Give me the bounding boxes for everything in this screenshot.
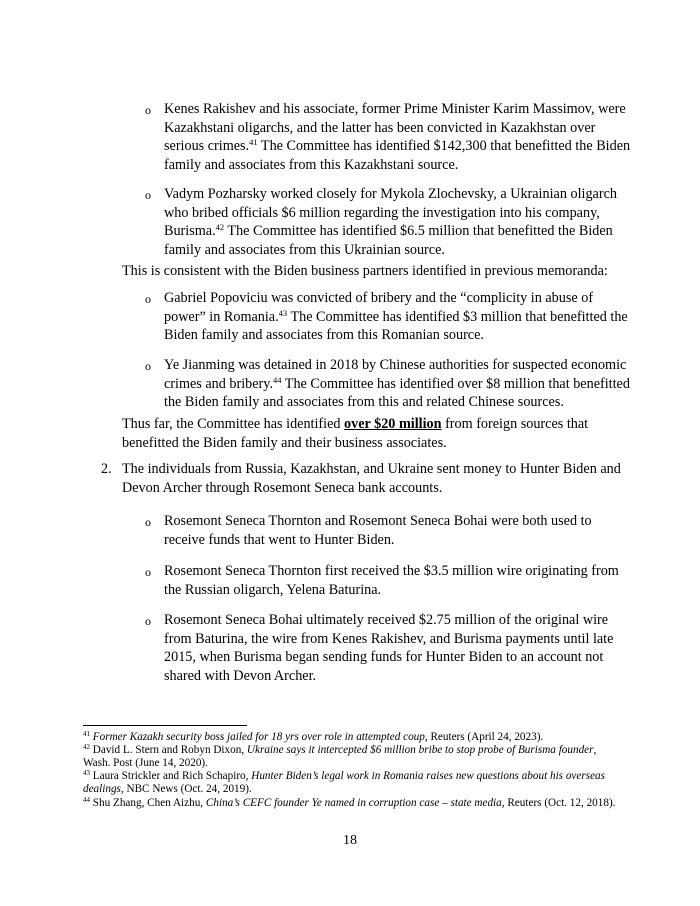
bullet-marker: o xyxy=(145,614,151,628)
bullet-rosemont-thornton: Rosemont Seneca Thornton first received the $3.5 million wire originating from the Russian oligarch, Yelena Baturina. xyxy=(164,563,619,598)
footnote-title: China’s CEFC founder Ye named in corruption case – state media xyxy=(205,797,502,809)
footnote-ref[interactable]: 42 xyxy=(215,222,225,233)
bullet-marker: o xyxy=(145,103,151,117)
numbered-item-text: The individuals from Russia, Kazakhstan, and Ukraine sent money to Hunter Biden and Devon Archer through Rosemont Seneca bank accounts. xyxy=(122,461,621,496)
bullet-marker: o xyxy=(145,565,151,579)
consistent-paragraph: This is consistent with the Biden business partners identified in previous memoranda: xyxy=(122,263,608,279)
bullet-gabriel-popoviciu: Gabriel Popoviciu was convicted of bribery and the “complicity in abuse of power” in Romania.$^{43}$ The Committee has identified $3 million that benefitted the Biden family and associates from this Romanian source. xyxy=(164,290,628,344)
bullet-rosemont-accounts: Rosemont Seneca Thornton and Rosemont Seneca Bohai were both used to receive funds that went to Hunter Biden. xyxy=(164,513,592,548)
thus-far-paragraph: Thus far, the Committee has identified over $20 million from foreign sources that benefitted the Biden family and their business associates. xyxy=(122,416,589,451)
footnote-divider xyxy=(83,725,247,726)
footnote-42: $^{42}$ David L. Stern and Robyn Dixon, Ukraine says it intercepted $6 million bribe to stop probe of Burisma founder, Wash. Post (June 14, 2020). xyxy=(83,743,597,770)
footnote-41: $^{41}$ Former Kazakh security boss jailed for 18 yrs over role in attempted coup, Reuters (April 24, 2023). xyxy=(83,730,544,743)
footnote-ref[interactable]: 44 xyxy=(273,374,282,385)
total-amount-emphasis: over $20 million xyxy=(344,416,442,432)
bullet-marker: o xyxy=(145,292,151,306)
footnote-ref[interactable]: 41 xyxy=(249,137,258,148)
bullet-marker: o xyxy=(145,515,151,529)
footnote-title: Ukraine says it intercepted $6 million bribe to stop probe of Burisma founder xyxy=(246,744,594,756)
footnote-title: Former Kazakh security boss jailed for 18 yrs over role in attempted coup xyxy=(92,731,425,743)
footnote-title: Hunter Biden’s legal work in Romania raises new questions about his overseas dealings xyxy=(83,770,605,796)
item-number: 2. xyxy=(101,461,112,477)
bullet-ye-jianming: Ye Jianming was detained in 2018 by Chinese authorities for suspected economic crimes and bribery.$^{44}$ The Committee has identified over $8 million that benefitted the Biden family and associates from this and related Chinese sources. xyxy=(164,357,630,411)
footnote-44: $^{44}$ Shu Zhang, Chen Aizhu, China’s CEFC founder Ye named in corruption case – state media, Reuters (Oct. 12, 2018). xyxy=(83,796,616,809)
page-number: 18 xyxy=(343,833,357,848)
bullet-rosemont-bohai: Rosemont Seneca Bohai ultimately received $2.75 million of the original wire from Baturina, the wire from Kenes Rakishev, and Burisma payments until late 2015, when Burisma began sending funds for Hunter Biden to an account not shared with Devon Archer. xyxy=(164,612,614,684)
bullet-marker: o xyxy=(145,188,151,202)
footnote-ref[interactable]: 43 xyxy=(278,307,288,318)
bullet-marker: o xyxy=(145,359,151,373)
footnote-43: $^{43}$ Laura Strickler and Rich Schapiro, Hunter Biden’s legal work in Romania raises new questions about his overseas dealings, NBC News (Oct. 24, 2019). xyxy=(83,769,605,796)
bullet-vadym-pozharsky: Vadym Pozharsky worked closely for Mykola Zlochevsky, a Ukrainian oligarch who bribed officials $6 million regarding the investigation into his company, Burisma.$^{42}$ The Committee has identified $6.5 million that benefitted the Biden family and associates from this Ukrainian source. xyxy=(164,186,617,258)
bullet-kenes-rakishev: Kenes Rakishev and his associate, former Prime Minister Karim Massimov, were Kazakhstani oligarchs, and the latter has been convicted in Kazakhstan over serious crimes.$^{41}$ The Committee has identified $142,300 that benefitted the Biden family and associates from this Kazakhstani source. xyxy=(164,101,631,173)
